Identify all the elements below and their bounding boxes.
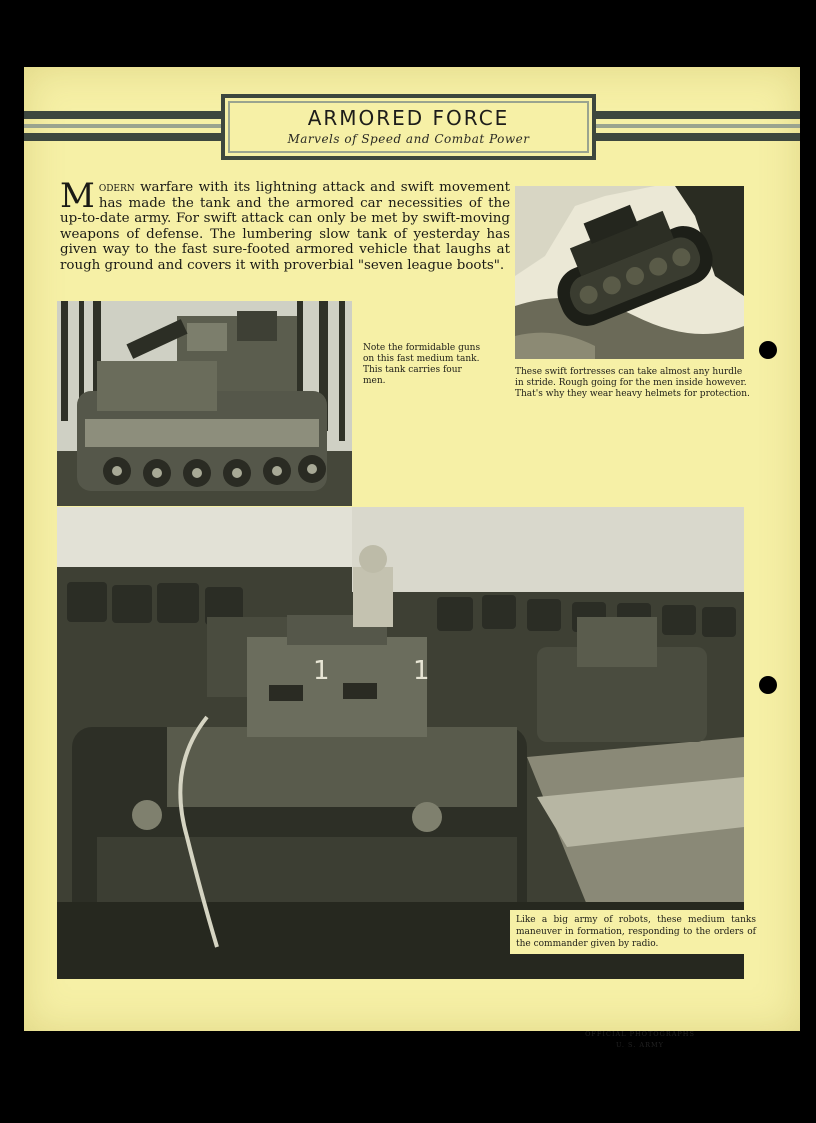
- tank-climbing-image: [515, 186, 744, 359]
- page-subtitle: Marvels of Speed and Combat Power: [287, 132, 530, 146]
- tank-number-left: 1: [313, 656, 330, 686]
- medium-tank-image: [57, 301, 352, 506]
- tank-number-right: 1: [413, 656, 430, 686]
- credit-line-2: U. S. ARMY: [616, 1041, 664, 1049]
- photo-tank-climbing: [515, 186, 744, 359]
- photo-medium-tank: [57, 301, 352, 506]
- document-page: [24, 67, 800, 1049]
- caption-medium-tank: Note the formidable guns on this fast medium tank. This tank carries four men.: [363, 343, 481, 386]
- intro-text: warfare with its lightning attack and swift movement has made the tank and the armored car necessities of the up-to-date army. For swift attack can only be met by swift-moving weapons of defense. The lumbering slow tank of yesterday has given way to the fast sure-footed armored vehicle that laughs at rough ground and covers it with proverbial "seven league boots".: [60, 180, 510, 273]
- caption-formation: Like a big army of robots, these medium tanks maneuver in formation, responding to the orders of the commander given by radio.: [510, 910, 760, 954]
- intro-lead-word: odern: [98, 180, 135, 195]
- caption-fortresses: These swift fortresses can take almost any hurdle in stride. Rough going for the men inside however. That's why they wear heavy helmets for protection.: [515, 367, 750, 399]
- credit-line-1: OFFICIAL PHOTOGRAPHS: [585, 1030, 695, 1038]
- tank-formation-image: [57, 507, 744, 979]
- drop-cap: M: [60, 176, 95, 216]
- page-title: ARMORED FORCE: [307, 106, 510, 130]
- binder-hole-bottom: [759, 676, 777, 694]
- binder-hole-top: [759, 341, 777, 359]
- title-box: [221, 94, 596, 160]
- intro-paragraph: [60, 176, 510, 273]
- photo-credit: [560, 1029, 720, 1051]
- photo-tank-formation: [57, 507, 744, 979]
